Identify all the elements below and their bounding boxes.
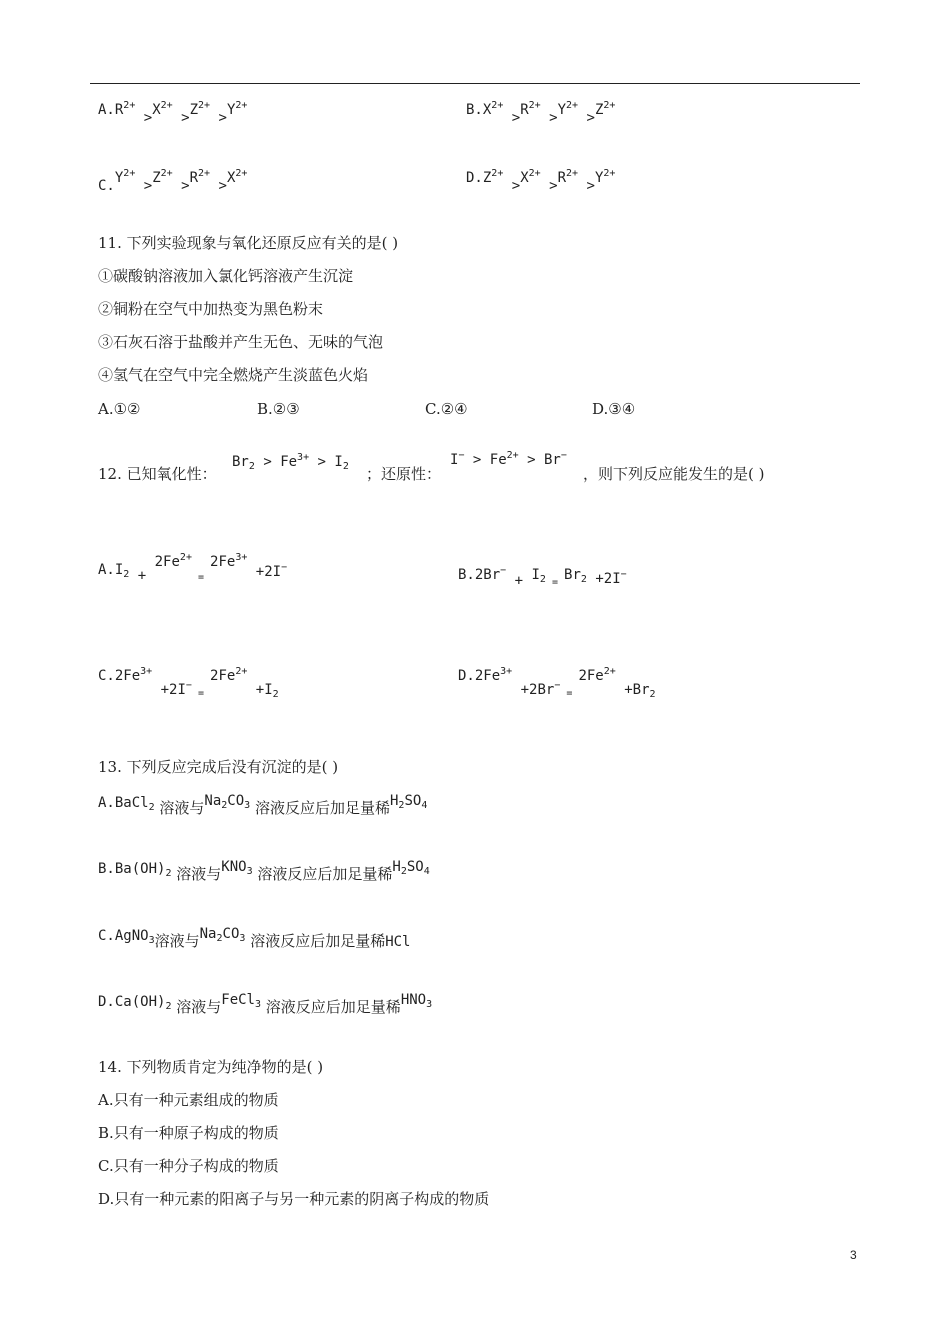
q11-option-b: B.②③ <box>257 400 300 418</box>
q12-stem-mid: ；还原性： <box>366 465 442 483</box>
q14-option-b: B.只有一种原子构成的物质 <box>98 1124 279 1142</box>
q12-reducing-order: $I^- > Fe^{2+} > Br^-$ <box>450 450 567 468</box>
q13-option-d: $D.Ca(OH)_2$ 溶液与FeCl$_3$ 溶液反应后加足量稀$HNO_3$ <box>98 992 433 1016</box>
q10-option-b: $B.X^{2+} >R^{2+} >Y^{2+} >Z^{2+}$ <box>466 100 616 126</box>
q12-oxidizing-order: $Br_2 > Fe^{3+} > I_2$ <box>232 452 349 472</box>
q12-option-a: $A.I_2 + 2Fe^{2+}$ $_=$ $2Fe^{3+} +2I^-$ <box>98 552 288 584</box>
q12-option-c: $C.2Fe^{3+} +2I^-$ $_=$ $2Fe^{2+} +I_2$ <box>98 666 279 700</box>
q10-option-d: $D.Z^{2+} >X^{2+} >R^{2+} >Y^{2+}$ <box>466 168 616 194</box>
q10-option-a: $A.R^{2+} >X^{2+} >Z^{2+} >Y^{2+}$ <box>98 100 248 126</box>
q14-stem: 14. 下列物质肯定为纯净物的是( ) <box>98 1058 324 1076</box>
q11-item-1: ①碳酸钠溶液加入氯化钙溶液产生沉淀 <box>98 267 354 285</box>
q12-stem-suffix: ，则下列反应能发生的是( ) <box>583 465 765 483</box>
q12-option-b: $B.2Br^- + I_2$ $_=$ $Br_2 +2I^-$ <box>458 565 627 589</box>
q11-stem: 11. 下列实验现象与氧化还原反应有关的是( ) <box>98 234 399 252</box>
q12-option-d: $D.2Fe^{3+} +2Br^-$ $_=$ $2Fe^{2+} +Br_2$ <box>458 666 656 700</box>
q11-item-2: ②铜粉在空气中加热变为黑色粉末 <box>98 300 324 318</box>
q14-option-a: A.只有一种元素组成的物质 <box>98 1091 279 1109</box>
q11-option-d: D.③④ <box>592 400 636 418</box>
q13-stem: 13. 下列反应完成后没有沉淀的是( ) <box>98 758 339 776</box>
q14-option-c: C.只有一种分子构成的物质 <box>98 1157 279 1175</box>
q13-option-a: A.BaCl$_2$ 溶液与$Na_2CO_3$ 溶液反应后加足量稀$H_2SO_4$ <box>98 793 428 817</box>
q10-option-c: $C.Y^{2+} >Z^{2+} >R^{2+} >X^{2+}$ <box>98 168 248 194</box>
q11-item-4: ④氢气在空气中完全燃烧产生淡蓝色火焰 <box>98 366 369 384</box>
q13-option-b: $B.Ba(OH)_2$ 溶液与$KNO_3$ 溶液反应后加足量稀$H_2SO_4$ <box>98 859 430 883</box>
q11-item-3: ③石灰石溶于盐酸并产生无色、无味的气泡 <box>98 333 384 351</box>
header-rule <box>90 83 860 84</box>
q11-option-c: C.②④ <box>425 400 468 418</box>
page-number: 3 <box>850 1248 857 1262</box>
q12-stem-prefix: 12. 已知氧化性： <box>98 465 217 483</box>
q13-option-c: C.AgNO$_3$溶液与$Na_2CO_3$ 溶液反应后加足量稀HCl <box>98 926 411 950</box>
q11-option-a: A.①② <box>98 400 141 418</box>
q14-option-d: D.只有一种元素的阳离子与另一种元素的阴离子构成的物质 <box>98 1190 490 1208</box>
